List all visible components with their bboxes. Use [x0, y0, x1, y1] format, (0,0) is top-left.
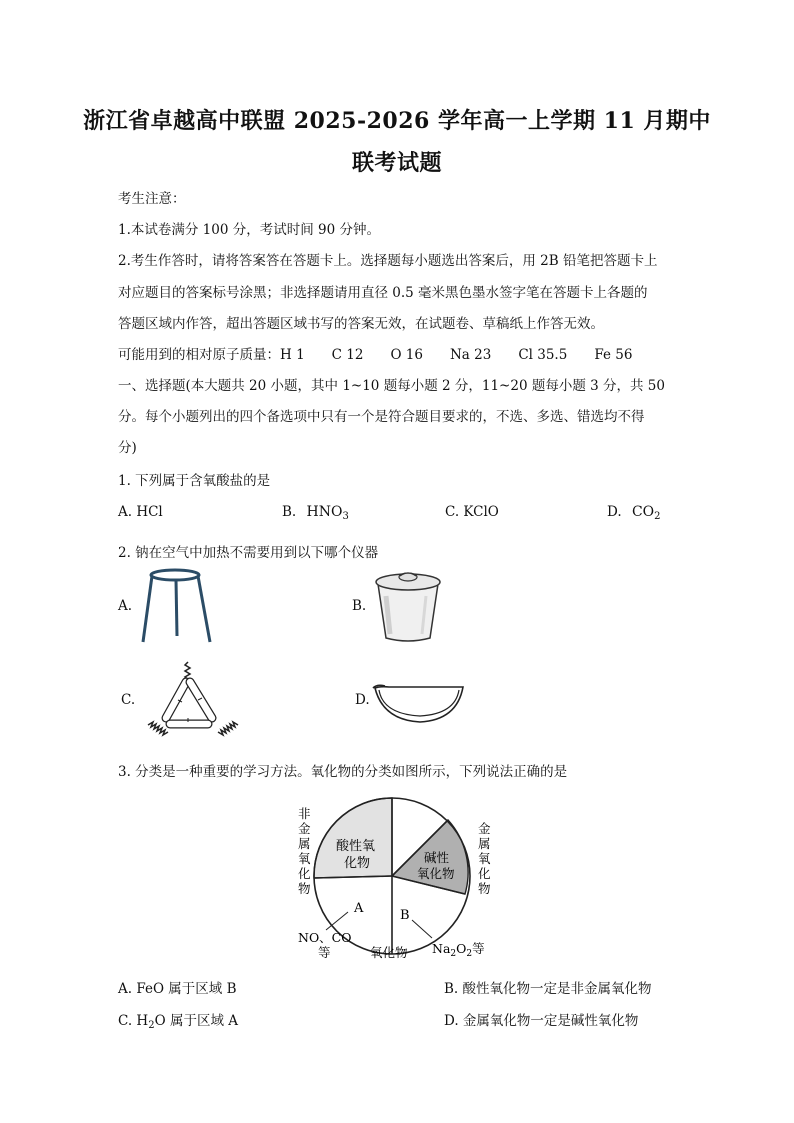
q1-option-b-letter: B.	[282, 504, 297, 520]
q2-option-c: C.	[121, 692, 136, 708]
diagram-region-a: A	[354, 901, 364, 916]
diagram-acidic-label-line1: 酸性氧	[336, 839, 376, 854]
q3-option-a: A. FeO 属于区域 B	[118, 981, 237, 997]
diagram-left-char-2: 属	[298, 836, 311, 851]
diagram-left-char-0: 非	[298, 806, 311, 821]
diagram-deng-left: 等	[318, 945, 331, 960]
q3-option-c: C. $H_2O$ 属于区域 A	[118, 1013, 238, 1031]
diagram-left-char-1: 金	[298, 821, 311, 836]
q3-option-b: B. 酸性氧化物一定是非金属氧化物	[444, 981, 652, 997]
diagram-no-co-label: NO、CO	[298, 930, 352, 945]
diagram-left-char-3: 氧	[298, 851, 311, 866]
q1-option-d-formula: $CO_2$	[631, 504, 661, 522]
section-heading-line3: 分)	[118, 440, 137, 456]
q2-stem: 2. 钠在空气中加热不需要用到以下哪个仪器	[118, 545, 379, 561]
q1-stem: 1. 下列属于含氧酸盐的是	[118, 473, 271, 489]
page-title-line2: 联考试题	[351, 150, 442, 176]
q1-option-d	[607, 504, 661, 522]
notice-item-2-line3: 答题区域内作答，超出答题区域书写的答案无效，在试题卷、草稿纸上作答无效。	[118, 316, 604, 332]
q1-option-b	[282, 504, 349, 522]
diagram-right-char-1: 属	[478, 836, 491, 851]
diagram-basic-label-line1: 碱性	[424, 850, 450, 865]
diagram-right-char-2: 氧	[478, 851, 491, 866]
diagram-right-char-0: 金	[478, 821, 491, 836]
diagram-left-char-5: 物	[298, 881, 311, 896]
q2-option-b: B.	[352, 598, 367, 614]
diagram-acidic-label-line2: 化物	[344, 856, 371, 871]
notice-heading: 考生注意：	[118, 191, 186, 207]
diagram-right-char-4: 物	[478, 881, 491, 896]
diagram-right-char-3: 化	[478, 866, 491, 881]
diagram-region-b: B	[400, 908, 410, 923]
section-heading-line2: 分。每个小题列出的四个备选项中只有一个是符合题目要求的，不选、多选、错选均不得	[118, 409, 645, 425]
diagram-left-char-4: 化	[298, 866, 311, 881]
notice-item-2-line1: 2.考生作答时，请将答案答在答题卡上。选择题每小题选出答案后，用 2B 铅笔把答题卡上	[118, 253, 658, 269]
q1-option-c: C. KClO	[445, 504, 499, 520]
notice-item-2-line2: 对应题目的答案标号涂黑；非选择题请用直径 0.5 毫米黑色墨水签字笔在答题卡上各题的	[118, 285, 648, 301]
section-heading-line1: 一、选择题(本大题共 20 小题，其中 1~10 题每小题 2 分，11~20 题每小题 3 分，共 50	[118, 378, 665, 394]
diagram-bottom-label: 氧化物	[370, 945, 408, 960]
q1-option-d-letter: D.	[607, 504, 622, 520]
crucible-icon	[370, 566, 446, 644]
q1-option-a: A. HCl	[118, 504, 163, 520]
notice-item-1: 1.本试卷满分 100 分，考试时间 90 分钟。	[118, 222, 380, 238]
atomic-masses: 可能用到的相对原子质量：H 1 C 12 O 16 Na 23 Cl 35.5 Fe 56	[118, 347, 633, 363]
tripod-icon	[138, 566, 214, 646]
evaporating-dish-icon	[371, 680, 469, 726]
oxide-classification-diagram	[292, 786, 502, 966]
clay-triangle-icon	[140, 660, 246, 742]
page-title-line1: 浙江省卓越高中联盟 2025-2026 学年高一上学期 11 月期中	[83, 108, 711, 134]
q2-option-a: A.	[118, 598, 133, 614]
q3-stem: 3. 分类是一种重要的学习方法。氧化物的分类如图所示，下列说法正确的是	[118, 764, 568, 780]
q2-option-d: D.	[355, 692, 370, 708]
diagram-na2o2-label: $Na_2O_2$等	[432, 941, 485, 959]
q3-option-d: D. 金属氧化物一定是碱性氧化物	[444, 1013, 639, 1029]
q1-option-b-formula: $HNO_3$	[306, 504, 349, 522]
diagram-basic-label-line2: 氧化物	[417, 866, 455, 881]
